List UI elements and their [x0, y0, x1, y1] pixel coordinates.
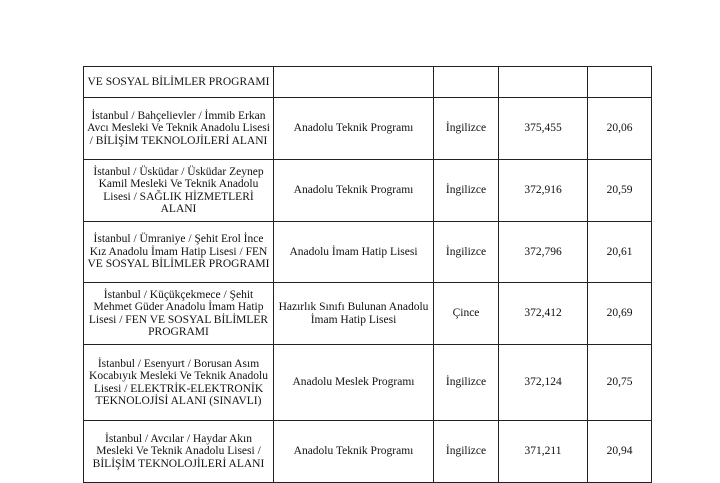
language-cell	[434, 67, 499, 98]
program-cell	[274, 67, 434, 98]
school-cell: İstanbul / Esenyurt / Borusan Asım Kocabıyık Mesleki Ve Teknik Anadolu Lisesi / ELEKTRİK-ELEKTRONİK TEKNOLOJİSİ ALANI (SINAVLI)	[84, 345, 274, 421]
school-cell: İstanbul / Ümraniye / Şehit Erol İnce Kız Anadolu İmam Hatip Lisesi / FEN VE SOSYAL BİLİMLER PROGRAMI	[84, 222, 274, 283]
table-row	[84, 67, 652, 98]
language-cell: İngilizce	[434, 160, 499, 222]
program-cell: Hazırlık Sınıfı Bulunan Anadolu İmam Hatip Lisesi	[274, 283, 434, 345]
school-cell: İstanbul / Avcılar / Haydar Akın Mesleki Ve Teknik Anadolu Lisesi / BİLİŞİM TEKNOLOJİLERİ ALANI	[84, 421, 274, 483]
school-cell: İstanbul / Küçükçekmece / Şehit Mehmet Güder Anadolu İmam Hatip Lisesi / FEN VE SOSYAL BİLİMLER PROGRAMI	[84, 283, 274, 345]
program-cell: Anadolu Teknik Programı	[274, 160, 434, 222]
table-row	[84, 222, 652, 283]
table-row	[84, 421, 652, 483]
table-row	[84, 160, 652, 222]
language-cell: İngilizce	[434, 345, 499, 421]
score-cell	[499, 67, 588, 98]
language-cell: Çince	[434, 283, 499, 345]
score-cell: 372,796	[499, 222, 588, 283]
score-cell: 372,124	[499, 345, 588, 421]
language-cell: İngilizce	[434, 98, 499, 160]
program-cell: Anadolu İmam Hatip Lisesi	[274, 222, 434, 283]
language-cell: İngilizce	[434, 421, 499, 483]
score-cell: 372,412	[499, 283, 588, 345]
percentile-cell: 20,75	[588, 345, 652, 421]
language-cell: İngilizce	[434, 222, 499, 283]
percentile-cell: 20,59	[588, 160, 652, 222]
percentile-cell	[588, 67, 652, 98]
school-cell: İstanbul / Üsküdar / Üsküdar Zeynep Kamil Mesleki Ve Teknik Anadolu Lisesi / SAĞLIK HİZMETLERİ ALANI	[84, 160, 274, 222]
program-cell: Anadolu Teknik Programı	[274, 98, 434, 160]
school-cell: VE SOSYAL BİLİMLER PROGRAMI	[84, 67, 274, 98]
percentile-cell: 20,61	[588, 222, 652, 283]
table-row	[84, 345, 652, 421]
school-cell: İstanbul / Bahçelievler / İmmib Erkan Avcı Mesleki Ve Teknik Anadolu Lisesi / BİLİŞİM TEKNOLOJİLERİ ALANI	[84, 98, 274, 160]
score-cell: 372,916	[499, 160, 588, 222]
percentile-cell: 20,94	[588, 421, 652, 483]
score-cell: 371,211	[499, 421, 588, 483]
percentile-cell: 20,06	[588, 98, 652, 160]
program-cell: Anadolu Meslek Programı	[274, 345, 434, 421]
percentile-cell: 20,69	[588, 283, 652, 345]
score-cell: 375,455	[499, 98, 588, 160]
table-row	[84, 98, 652, 160]
school-placement-table	[83, 66, 652, 483]
program-cell: Anadolu Teknik Programı	[274, 421, 434, 483]
table-row	[84, 283, 652, 345]
